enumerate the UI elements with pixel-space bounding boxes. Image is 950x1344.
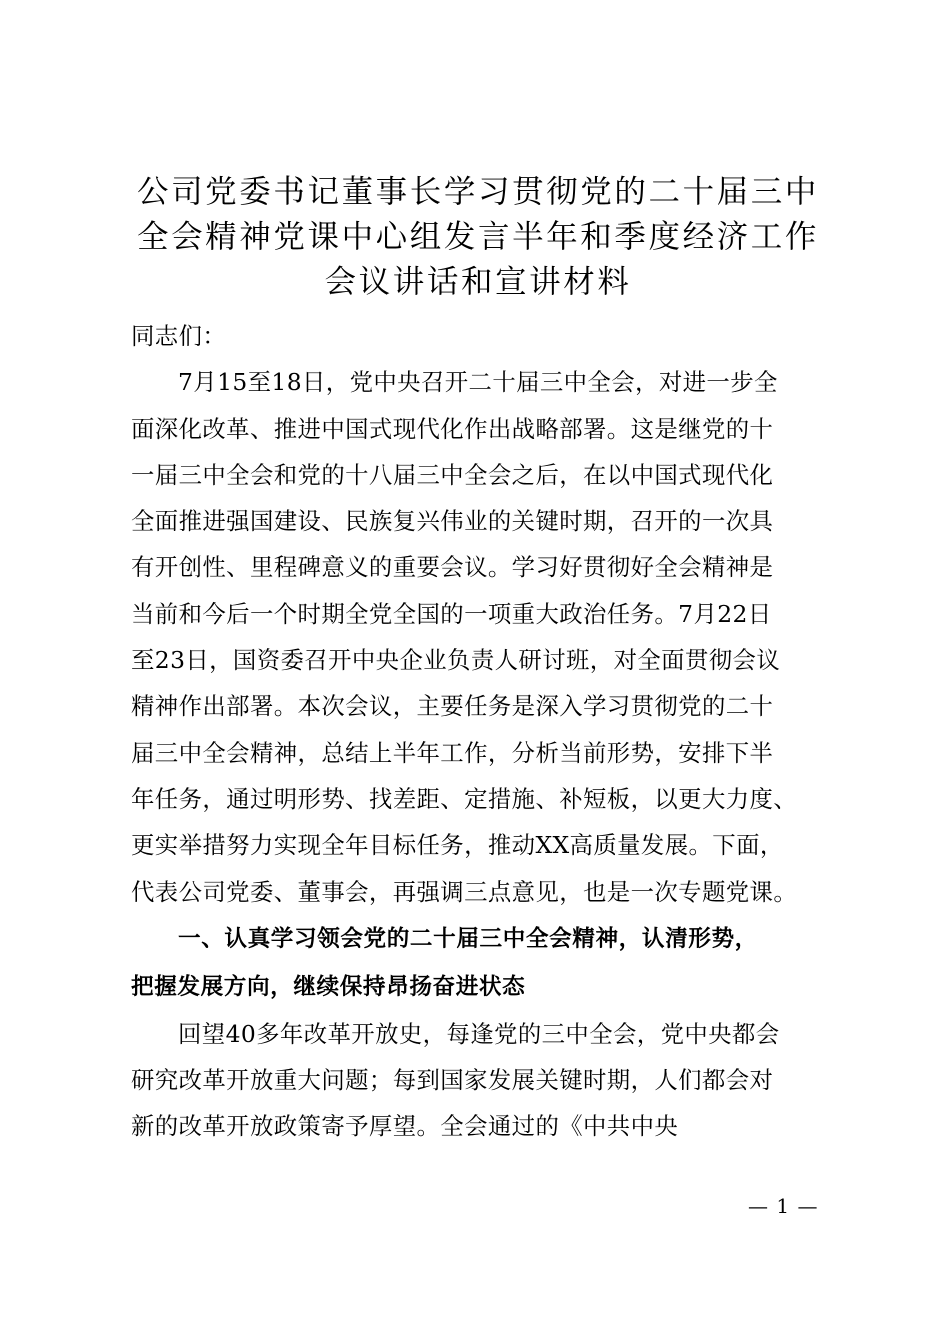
paragraph-line: 一届三中全会和党的十八届三中全会之后，在以中国式现代化 (131, 460, 774, 489)
title-line: 公司党委书记董事长学习贯彻党的二十届三中 (136, 174, 819, 210)
heading-line: 把握发展方向，继续保持昂扬奋进状态 (131, 973, 526, 1000)
paragraph-line: 更实举措努力实现全年目标任务，推动XX高质量发展。下面， (131, 831, 784, 860)
paragraph-2 (131, 1011, 831, 1150)
page-number: — 1 — (748, 1194, 819, 1218)
document-title (120, 170, 836, 305)
salutation: 同志们： (131, 322, 227, 350)
title-line: 全会精神党课中心组发言半年和季度经济工作 (136, 219, 819, 255)
paragraph-line: 7月15至18日，党中央召开二十届三中全会，对进一步全 (178, 368, 778, 397)
title-line: 会议讲话和宣讲材料 (324, 264, 632, 300)
paragraph-line: 届三中全会精神，总结上半年工作，分析当前形势，安排下半 (131, 738, 774, 767)
paragraph-line: 回望40多年改革开放史，每逢党的三中全会，党中央都会 (178, 1019, 780, 1048)
paragraph-line: 代表公司党委、董事会，再强调三点意见，也是一次专题党课。 (131, 877, 798, 906)
paragraph-line: 年任务，通过明形势、找差距、定措施、补短板，以更大力度、 (131, 784, 798, 813)
paragraph-line: 全面推进强国建设、民族复兴伟业的关键时期，召开的一次具 (131, 507, 774, 536)
paragraph-line: 面深化改革、推进中国式现代化作出战略部署。这是继党的十 (131, 414, 774, 443)
paragraph-line: 当前和今后一个时期全党全国的一项重大政治任务。7月22日 (131, 599, 772, 628)
paragraph-line: 研究改革开放重大问题；每到国家发展关键时期，人们都会对 (131, 1066, 774, 1095)
heading-line: 一、认真学习领会党的二十届三中全会精神，认清形势， (178, 925, 758, 952)
section-heading-1 (131, 915, 831, 1011)
paragraph-line: 新的改革开放政策寄予厚望。全会通过的《中共中央 (131, 1112, 679, 1141)
paragraph-line: 精神作出部署。本次会议，主要任务是深入学习贯彻党的二十 (131, 692, 774, 721)
paragraph-1 (131, 359, 831, 915)
document-body (131, 313, 831, 1150)
paragraph-line: 有开创性、里程碑意义的重要会议。学习好贯彻好全会精神是 (131, 553, 774, 582)
paragraph-line: 至23日，国资委召开中央企业负责人研讨班，对全面贯彻会议 (131, 646, 781, 675)
